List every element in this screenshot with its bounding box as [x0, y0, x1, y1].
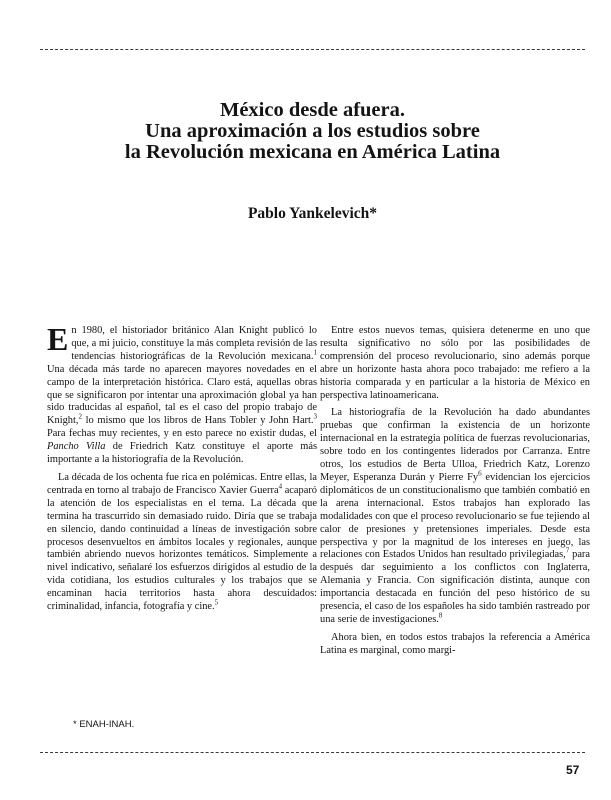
footnote-ref: 2	[78, 412, 82, 421]
footnote-ref: 5	[214, 598, 219, 607]
footnote-ref: 4	[278, 482, 283, 491]
left-paragraph-1: En 1980, el historiador británico Alan Knight publicó lo que, a mi juicio, constituye la más completa revisión de las tendencias historiográficas de la Revolución mexicana.$^1$ Una década más tarde no aparecen mayores novedades en el campo de la interpretación histórica. Claro está, aquellas obras que se significaron por intentar una aproximación global ya han sido traducidas al español, tal es el caso del propio trabajo de Knight,$^2$ lo mismo que los libros de Hans Tobler y John Hart.$^3$ Para fechas muy recientes, y en esto parece no existir dudas, el Pancho Villa de Friedrich Katz constituye el aporte más importante a la historiografía de la Revolución.	[47, 321, 317, 466]
footnote-ref: 3	[313, 412, 317, 421]
footnote-ref: 8	[438, 611, 443, 620]
title-line-1: México desde afuera.	[219, 99, 406, 121]
top-rule	[40, 49, 585, 50]
right-paragraph-3: Ahora bien, en todos estos trabajos la referencia a América Latina es marginal, como margi-	[320, 631, 590, 656]
author-footnote: * ENAH-INAH.	[73, 719, 135, 730]
title-line-2: Una aproximación a los estudios sobre	[145, 120, 480, 142]
footnote-ref: 6	[478, 469, 482, 478]
bottom-rule	[40, 752, 585, 753]
left-paragraph-2: La década de los ochenta fue rica en polémicas. Entre ellas, la centrada en torno al trabajo de Francisco Xavier Guerra$^4$ acaparó la atención de los especialistas en el tema. La década que termina ha trascurrido sin demasiado ruido. Diría que se trabaja en silencio, dando continuidad a líneas de investigación sobre procesos desenvueltos en ámbitos locales y regionales, aunque también abriendo nuevos horizontes temáticos. Simplemente a nivel indicativo, señalaré los esfuerzos dirigidos al estudio de la vida cotidiana, los estudios culturales y los trabajos que se encaminan hacia territorios hasta ahora descuidados: criminalidad, infancia, fotografía y cine.$^5$	[47, 471, 317, 613]
book-title: Pancho Villa	[47, 441, 106, 453]
author-name: Pablo Yankelevich*	[247, 205, 378, 222]
drop-cap: E	[47, 321, 69, 357]
page-number: 57	[566, 763, 580, 777]
right-column	[320, 325, 590, 658]
article-title	[40, 100, 585, 163]
footnote-ref: 1	[313, 348, 317, 357]
title-line-3: la Revolución mexicana en América Latina	[124, 141, 501, 163]
right-paragraph-1: Entre estos nuevos temas, quisiera detenerme en uno que resulta significativo no sólo por las posibilidades de comprensión del proceso revolucionario, sino además porque abre un horizonte hasta ahora poco trabajado: me refiero a la historia comparada y en particular a la historia de México en perspectiva latinoamericana.	[320, 325, 590, 401]
right-paragraph-2: La historiografía de la Revolución ha dado abundantes pruebas que confirman la existencia de un horizonte internacional en la estrategia política de fuerzas revolucionarias, sobre todo en los contingentes liderados por Carranza. Entre otros, los estudios de Berta Ulloa, Friedrich Katz, Lorenzo Meyer, Esperanza Durán y Pierre Fy$^6$ evidencian los ejercicios diplomáticos de un constitucionalismo que también combatió en la arena internacional. Estos trabajos han explorado las modalidades con que el proceso revolucionario se fue tejiendo al calor de presiones y pretensiones imperiales. Desde esta perspectiva y por la magnitud de los intereses en juego, las relaciones con Estados Unidos han resultado privilegiadas,$^7$ para después dar seguimiento a los conflictos con Inglaterra, Alemania y Francia. Con significación distinta, aunque con importancia destacada en función del peso histórico de su presencia, el caso de los españoles ha sido también rastreado por una serie de investigaciones.$^8$	[320, 407, 591, 625]
footnote-ref: 7	[565, 546, 570, 555]
left-column	[47, 321, 317, 614]
